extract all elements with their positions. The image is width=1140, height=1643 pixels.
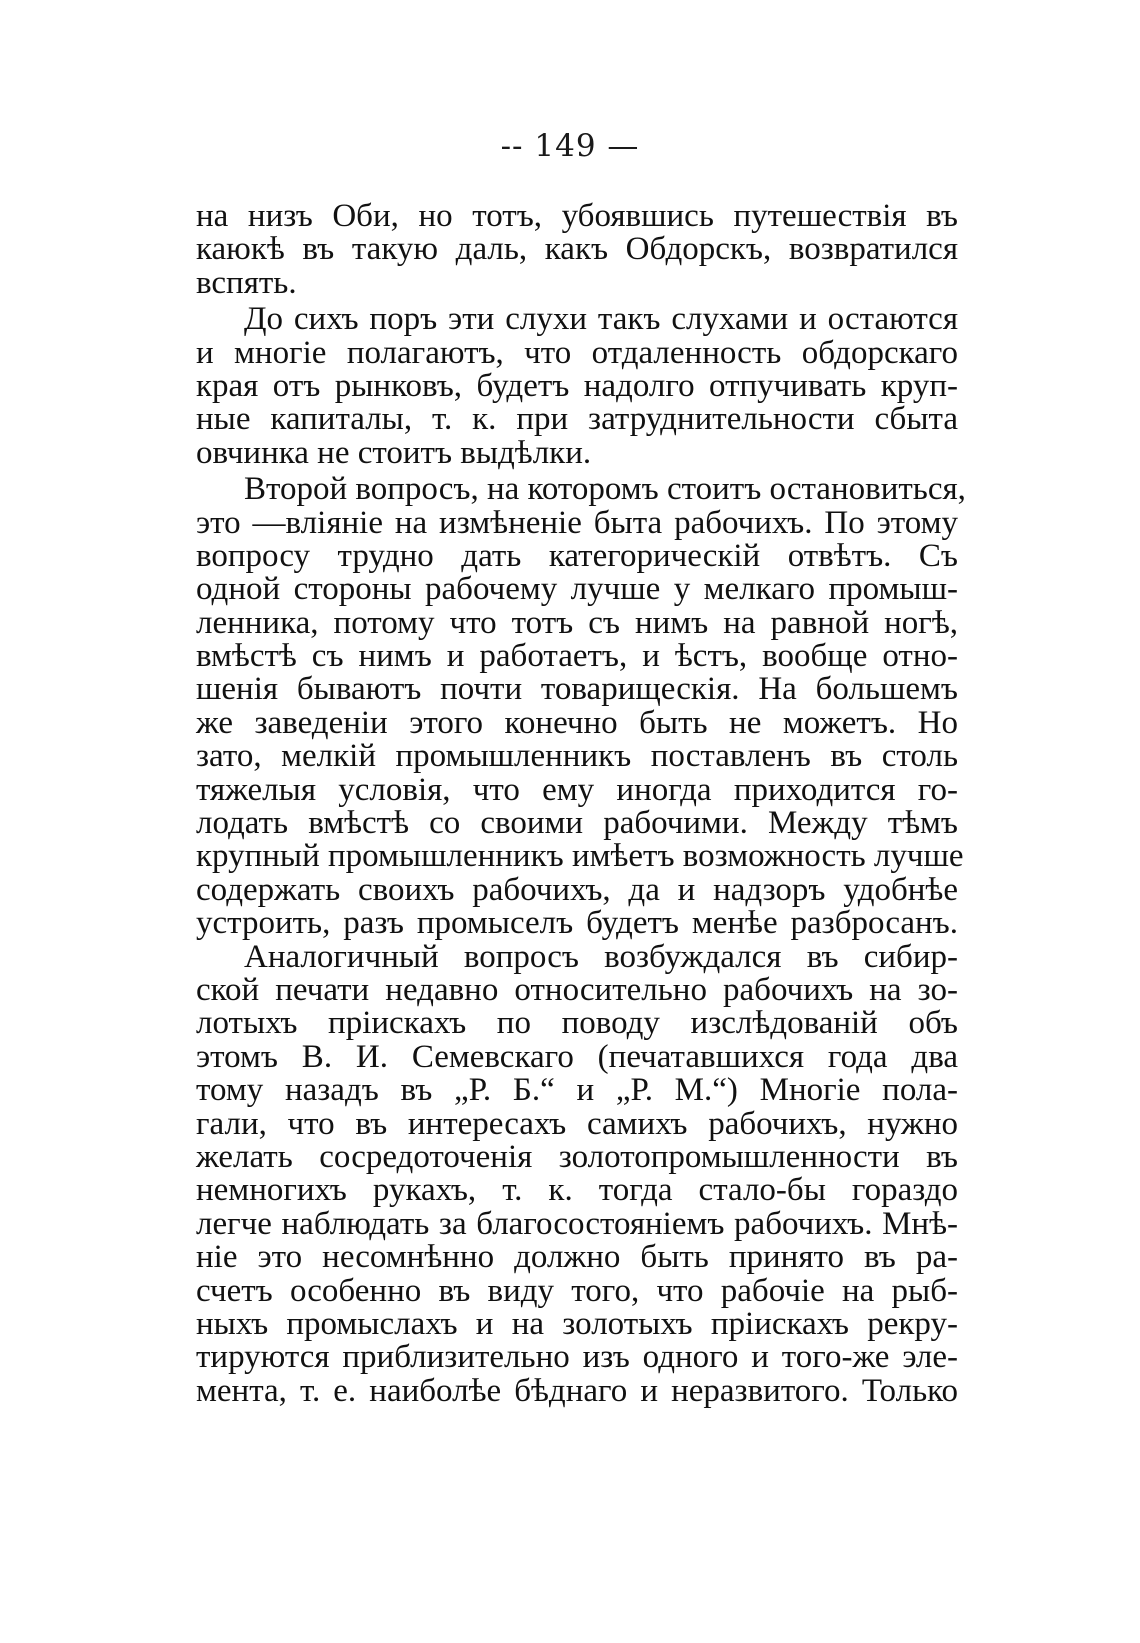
text-line: шенія бываютъ почти товарищескія. На большемъ (196, 671, 958, 708)
text-line: ленника, потому что тотъ съ нимъ на равной ногѣ, (196, 604, 958, 641)
text-line: ные капиталы, т. к. при затруднительности сбыта (196, 401, 958, 438)
text-line: мента, т. е. наиболѣе бѣднаго и неразвитого. Только (196, 1372, 958, 1409)
text-line: Аналогичный вопросъ возбуждался въ сибир- (244, 938, 958, 975)
text-line: крупный промышленникъ имѣетъ возможность лучше (196, 838, 964, 875)
text-line: каюкѣ въ такую даль, какъ Обдорскъ, возвратился (196, 231, 958, 268)
text-line: тяжелыя условія, что ему иногда приходится го- (196, 771, 958, 808)
text-line: тируются приблизительно изъ одного и того-же эле- (196, 1339, 958, 1376)
text-line: До сихъ поръ эти слухи такъ слухами и остаются (244, 301, 958, 338)
text-line: одной стороны рабочему лучше у мелкаго промыш- (196, 571, 958, 608)
text-line: ніе это несомнѣнно должно быть принято въ ра- (196, 1239, 958, 1276)
text-line: гали, что въ интересахъ самихъ рабочихъ, нужно (196, 1105, 958, 1142)
text-line: немногихъ рукахъ, т. к. тогда стало-бы гораздо (196, 1172, 958, 1209)
body-text (196, 198, 966, 1409)
text-line: Второй вопросъ, на которомъ стоитъ остановиться, (244, 471, 966, 508)
text-line: устроить, разъ промыселъ будетъ менѣе разбросанъ. (196, 905, 958, 942)
text-line: же заведеніи этого конечно быть не можетъ. Но (196, 704, 958, 741)
text-line: вмѣстѣ съ нимъ и работаетъ, и ѣстъ, вообще отно- (196, 638, 958, 675)
text-line: ныхъ промыслахъ и на золотыхъ пріискахъ рекру- (196, 1305, 958, 1342)
page-number: -- 149 — (500, 128, 640, 164)
text-line: это —вліяніе на измѣненіе быта рабочихъ. По этому (196, 504, 958, 541)
text-line: на низъ Оби, но тотъ, убоявшись путешествія въ (196, 198, 958, 234)
text-line: желать сосредоточенія золотопромышленности въ (196, 1138, 958, 1175)
text-line: вспять. (196, 264, 297, 301)
text-line: легче наблюдать за благосостояніемъ рабочихъ. Мнѣ- (196, 1205, 958, 1242)
text-line: содержать своихъ рабочихъ, да и надзоръ удобнѣе (196, 871, 958, 908)
text-line: зато, мелкій промышленникъ поставленъ въ столь (196, 738, 958, 775)
text-line: лодать вмѣстѣ со своими рабочими. Между тѣмъ (196, 805, 958, 842)
text-line: лотыхъ пріискахъ по поводу изслѣдованій объ (196, 1005, 958, 1042)
text-line: и многіе полагаютъ, что отдаленность обдорскаго (196, 334, 958, 371)
text-line: края отъ рынковъ, будетъ надолго отпучивать круп- (196, 367, 958, 404)
text-line: овчинка не стоитъ выдѣлки. (196, 434, 592, 471)
text-line: вопросу трудно дать категорическій отвѣтъ. Съ (196, 537, 958, 574)
text-line: тому назадъ въ „Р. Б.“ и „Р. М.“) Многіе пола- (196, 1072, 958, 1109)
text-line: ской печати недавно относительно рабочихъ на зо- (196, 971, 958, 1008)
text-line: счетъ особенно въ виду того, что рабочіе на рыб- (196, 1272, 958, 1309)
text-line: этомъ В. И. Семевскаго (печатавшихся года два (196, 1038, 958, 1075)
